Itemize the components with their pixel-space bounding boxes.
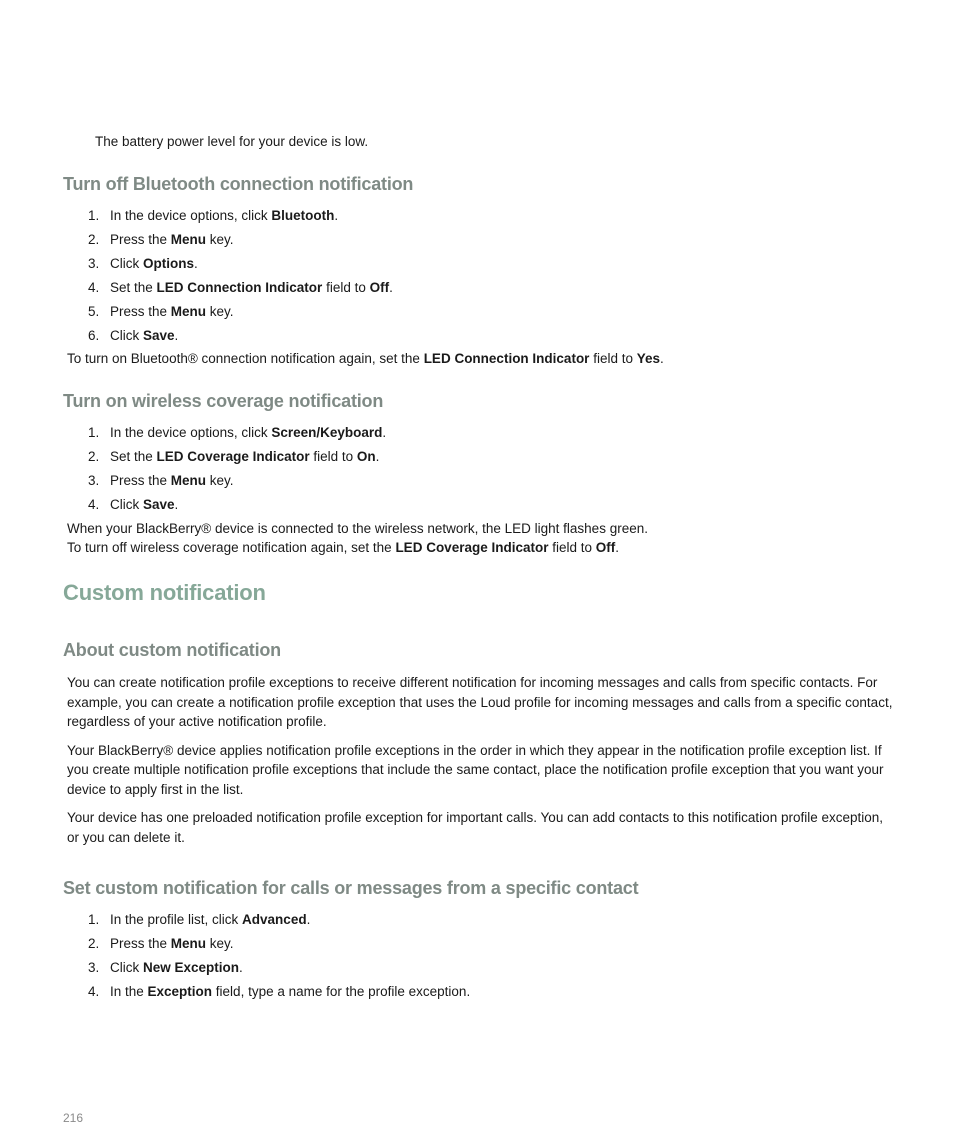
- step-number: 4.: [88, 280, 100, 295]
- about-paragraph-2: Your BlackBerry® device applies notification profile exceptions in the order in which they appear in the notification profile exception list. If you create multiple notification profile exceptions that include the same contact, place the notification profile exception that you want your device to apply first in the list.: [67, 742, 884, 797]
- step-number: 2.: [88, 449, 100, 464]
- step-number: 1.: [88, 912, 100, 927]
- step-item: [63, 324, 393, 348]
- step-text: In the device options, click Bluetooth.: [110, 208, 339, 223]
- note-bold: LED Connection Indicator: [423, 351, 590, 366]
- bluetooth-steps: [63, 204, 393, 348]
- step-item: [63, 252, 393, 276]
- custom-notification-title: Custom notification: [63, 580, 266, 605]
- step-text: Press the Menu key.: [110, 232, 234, 247]
- intro-text: The battery power level for your device is low.: [95, 134, 369, 149]
- step-text: In the profile list, click Advanced.: [110, 912, 311, 927]
- step-number: 1.: [88, 208, 100, 223]
- step-item: [63, 908, 470, 932]
- step-number: 2.: [88, 936, 100, 951]
- step-item: [63, 932, 470, 956]
- set-custom-heading: Set custom notification for calls or messages from a specific contact: [63, 878, 639, 898]
- step-item: [63, 228, 393, 252]
- note-text: .: [615, 540, 620, 555]
- wireless-note-2: [67, 538, 619, 558]
- step-number: 4.: [88, 497, 100, 512]
- note-text: field to: [589, 351, 637, 366]
- note-text: field to: [548, 540, 596, 555]
- step-number: 3.: [88, 473, 100, 488]
- step-text: Press the Menu key.: [110, 473, 234, 488]
- step-text: Click New Exception.: [110, 960, 243, 975]
- step-text: Click Save.: [110, 497, 179, 512]
- step-item: [63, 469, 386, 493]
- wireless-heading: Turn on wireless coverage notification: [63, 391, 384, 411]
- step-item: [63, 493, 386, 517]
- bluetooth-note: [67, 349, 664, 369]
- step-text: Set the LED Coverage Indicator field to On.: [110, 449, 380, 464]
- bluetooth-heading: Turn off Bluetooth connection notification: [63, 174, 414, 194]
- note-text: To turn on Bluetooth® connection notification again, set the: [67, 351, 424, 366]
- step-item: [63, 421, 386, 445]
- note-text: .: [660, 351, 664, 366]
- note-bold: Yes: [636, 351, 661, 366]
- step-number: 3.: [88, 256, 100, 271]
- step-text: Press the Menu key.: [110, 936, 234, 951]
- note-bold: LED Coverage Indicator: [395, 540, 549, 555]
- step-item: [63, 980, 470, 1004]
- step-text: Click Save.: [110, 328, 179, 343]
- step-item: [63, 204, 393, 228]
- step-text: Press the Menu key.: [110, 304, 234, 319]
- set-custom-steps: [63, 908, 470, 1004]
- about-paragraph-3: Your device has one preloaded notification profile exception for important calls. You can add contacts to this notification profile exception, or you can delete it.: [67, 810, 884, 845]
- page-number: 216: [63, 1111, 84, 1125]
- step-item: [63, 445, 386, 469]
- wireless-steps: [63, 421, 386, 517]
- step-item: [63, 300, 393, 324]
- wireless-note-1: When your BlackBerry® device is connected to the wireless network, the LED light flashes green.: [67, 521, 648, 536]
- step-number: 6.: [88, 328, 100, 343]
- step-number: 1.: [88, 425, 100, 440]
- about-paragraph-1: You can create notification profile exceptions to receive different notification for incoming messages and calls from specific contacts. For example, you can create a notification profile exception that uses the Loud profile for incoming messages and calls from a specific contact, regardless of your active notification profile.: [67, 675, 893, 729]
- about-heading: About custom notification: [63, 640, 281, 660]
- step-text: Click Options.: [110, 256, 198, 271]
- step-number: 5.: [88, 304, 100, 319]
- step-item: [63, 276, 393, 300]
- step-text: In the Exception field, type a name for the profile exception.: [110, 984, 471, 999]
- step-number: 2.: [88, 232, 100, 247]
- note-text: To turn off wireless coverage notification again, set the: [67, 540, 396, 555]
- about-body: [67, 673, 897, 856]
- step-number: 3.: [88, 960, 100, 975]
- step-number: 4.: [88, 984, 100, 999]
- step-text: In the device options, click Screen/Keyboard.: [110, 425, 387, 440]
- step-item: [63, 956, 470, 980]
- note-bold: Off: [595, 540, 616, 555]
- step-text: Set the LED Connection Indicator field to Off.: [110, 280, 393, 295]
